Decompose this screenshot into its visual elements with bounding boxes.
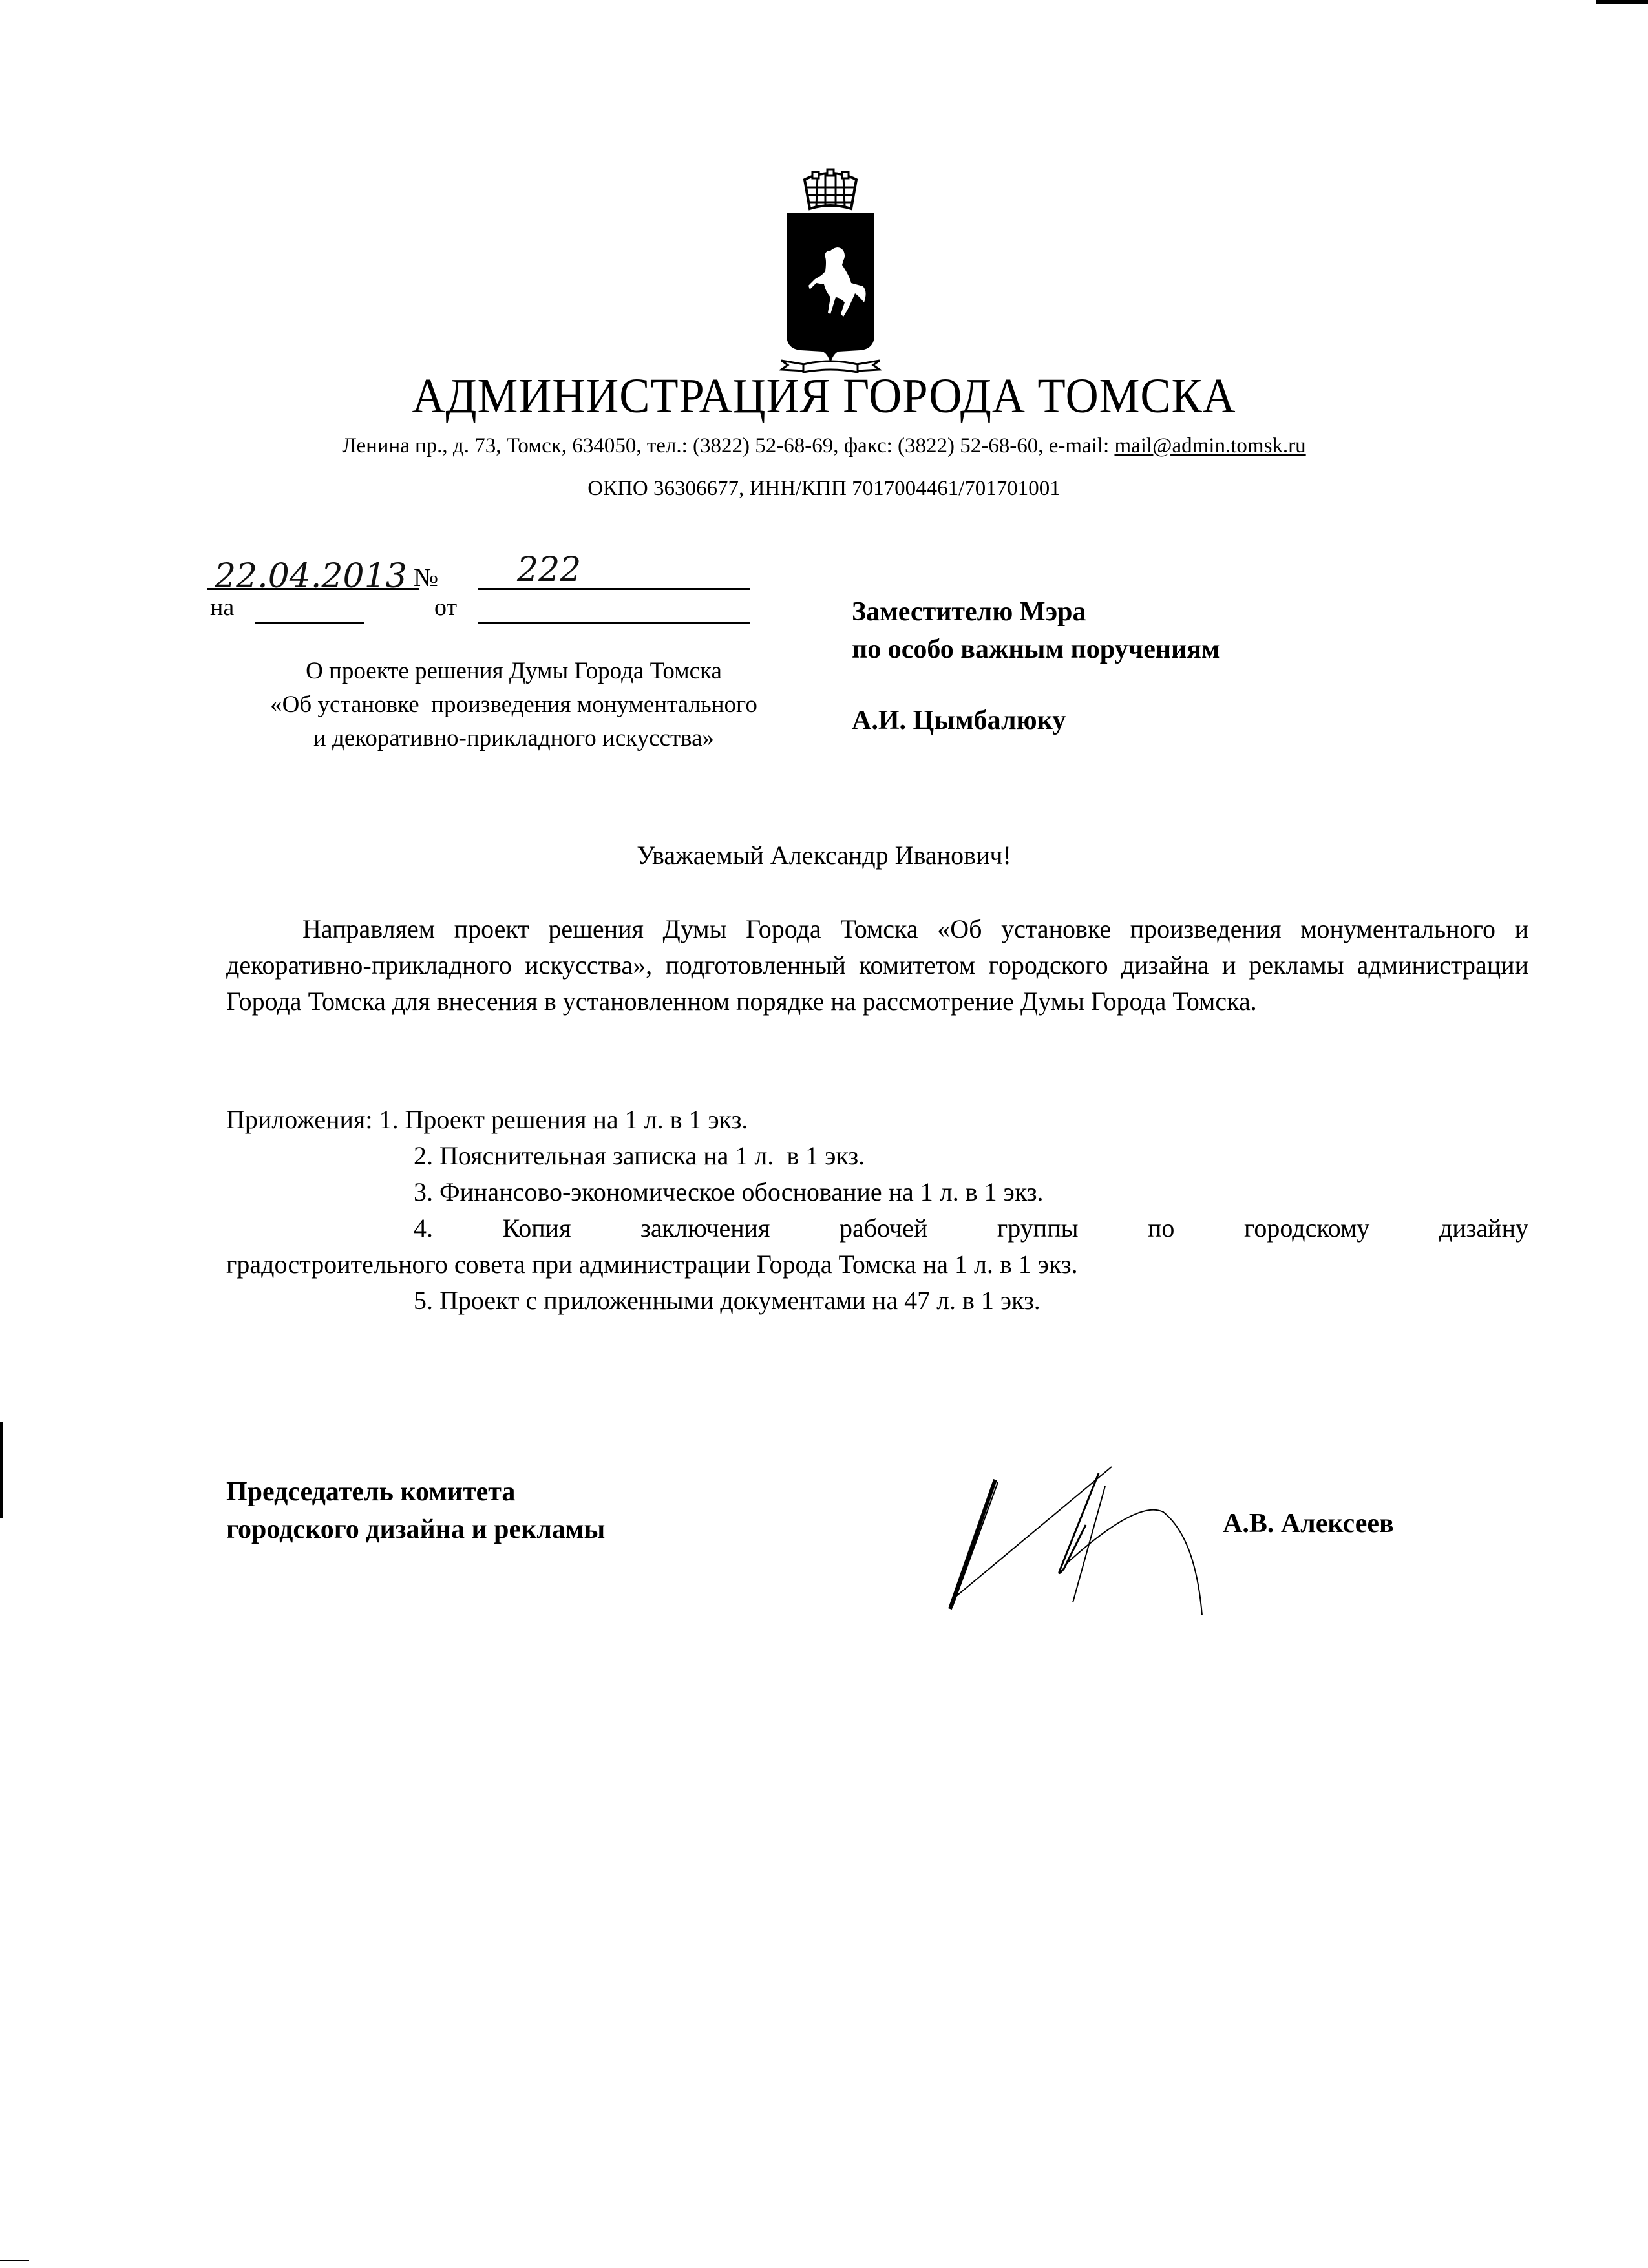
attachment-item: 3. Финансово-экономическое обоснование на 1 л. в 1 экз. [414,1177,1044,1206]
registration-number: 222 [517,551,582,589]
mural-crown-icon [805,169,856,209]
subject-line: и декоративно-прикладного искусства» [313,725,715,751]
addressee-block [852,593,1220,739]
reply-to-label: на [210,594,235,621]
attachment-text: 1. Проект решения на 1 л. в 1 экз. [379,1105,748,1134]
letter-subject [213,655,814,755]
from-field [478,622,750,624]
email-link[interactable]: mail@admin.tomsk.ru [1114,434,1306,457]
attachment-item: 5. Проект с приложенными документами на 47 л. в 1 экз. [414,1286,1041,1315]
number-underline [478,588,750,590]
date-underline [207,588,419,590]
signer-position [226,1473,605,1548]
attachment-item-continuation: градостроительного совета при администрации Города Томска на 1 л. в 1 экз. [226,1250,1078,1279]
number-label: № [414,563,439,592]
attachment-item: 4. Копия заключения рабочей группы по городскому дизайну [414,1213,1528,1243]
attachments-label: Приложения: [226,1105,373,1134]
registration-date: 22.04.2013 [215,557,407,596]
addressee-name: А.И. Цымбалюку [852,706,1066,735]
subject-line: «Об установке произведения монументального [270,691,757,718]
attachments-list [226,1102,1528,1319]
attachment-item: 2. Пояснительная записка на 1 л. в 1 экз. [414,1141,865,1170]
subject-line: О проекте решения Думы Города Томска [306,658,722,684]
organization-address [0,434,1648,458]
organization-name: АДМИНИСТРАЦИЯ ГОРОДА ТОМСКА [412,369,1236,423]
signer-position-line: городского дизайна и рекламы [226,1515,606,1544]
scan-artifact-top-right [1596,0,1648,4]
greeting: Уважаемый Александр Иванович! [637,841,1011,870]
addressee-position: по особо важным поручениям [852,635,1220,664]
body-paragraph: Направляем проект решения Думы Города Томска «Об установке произведения монументального и декоративно-прикладного искусства», подготовленный комитетом городского дизайна и рекламы администрации Города Томска для внесения в установленном порядке на рассмотрение Думы Города Томска. [226,914,1528,1016]
addressee-position: Заместителю Мэра [852,597,1086,627]
organization-codes: ОКПО 36306677, ИНН/КПП 7017004461/701701001 [587,477,1061,500]
attachment-item [226,1102,1528,1138]
scan-artifact-bottom [0,2260,29,2261]
signer-name: А.В. Алексеев [1223,1509,1394,1538]
scan-artifact-left-edge [0,1422,3,1518]
tomsk-coat-of-arms-icon [779,147,882,373]
from-label: от [434,594,458,621]
signer-position-line: Председатель комитета [226,1477,516,1507]
reply-to-field [255,622,364,624]
address-text: Ленина пр., д. 73, Томск, 634050, тел.: (3822) 52-68-69, факс: (3822) 52-68-60, e-mail: [342,434,1115,457]
